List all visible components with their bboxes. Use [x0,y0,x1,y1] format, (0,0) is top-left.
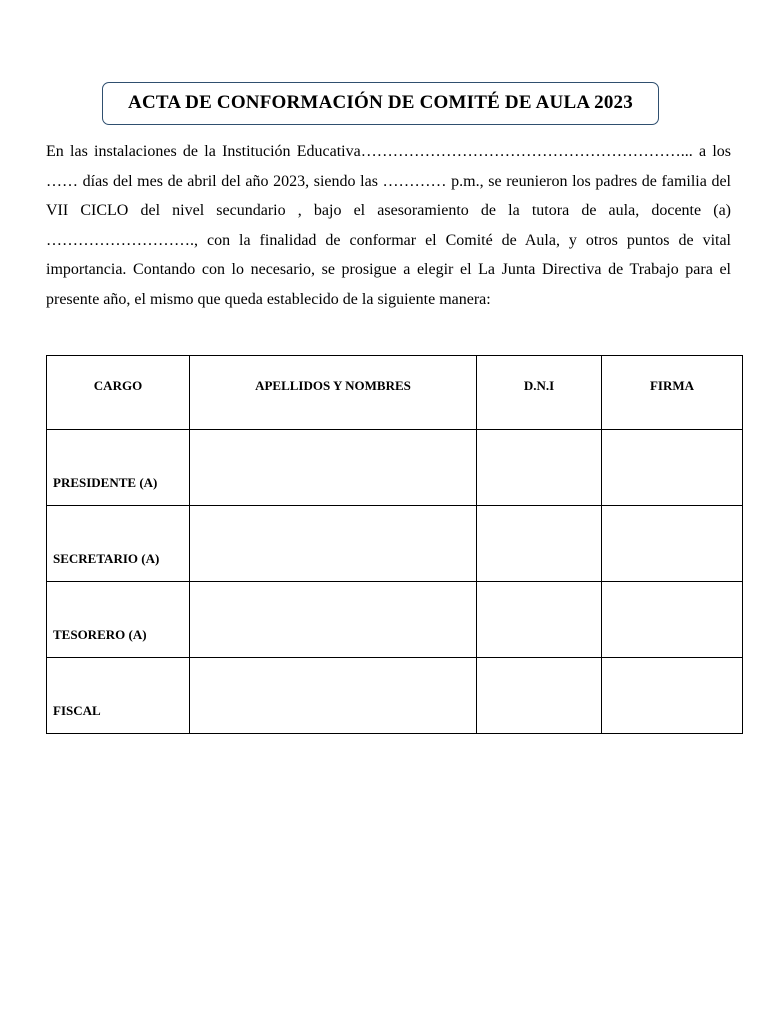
header-apellidos-nombres: APELLIDOS Y NOMBRES [190,356,477,430]
nombres-cell[interactable] [190,582,477,658]
table-header-row [47,356,743,430]
header-firma: FIRMA [602,356,743,430]
firma-cell[interactable] [602,430,743,506]
cargo-cell: FISCAL [47,658,190,734]
table-row [47,430,743,506]
title-box [102,82,659,125]
header-cargo: CARGO [47,356,190,430]
table-row [47,658,743,734]
nombres-cell[interactable] [190,506,477,582]
table-row [47,506,743,582]
cargo-cell: TESORERO (A) [47,582,190,658]
dni-cell[interactable] [477,506,602,582]
cargo-cell: SECRETARIO (A) [47,506,190,582]
dni-cell[interactable] [477,658,602,734]
dni-cell[interactable] [477,582,602,658]
nombres-cell[interactable] [190,658,477,734]
firma-cell[interactable] [602,506,743,582]
table-row [47,582,743,658]
document-title: ACTA DE CONFORMACIÓN DE COMITÉ DE AULA 2023 [128,92,633,113]
dni-cell[interactable] [477,430,602,506]
committee-table [46,355,743,734]
header-dni: D.N.I [477,356,602,430]
nombres-cell[interactable] [190,430,477,506]
cargo-cell: PRESIDENTE (A) [47,430,190,506]
firma-cell[interactable] [602,658,743,734]
firma-cell[interactable] [602,582,743,658]
intro-paragraph: En las instalaciones de la Institución Educativa……………………………………………………... a los …… días del mes de abril del año 2023, siendo las ………… p.m., se reunieron los padres de familia del VII CICLO del nivel secundario , bajo el asesoramiento de la tutora de aula, docente (a) ………………………., con la finalidad de conformar el Comité de Aula, y otros puntos de vital importancia. Contando con lo necesario, se prosigue a elegir el La Junta Directiva de Trabajo para el presente año, el mismo que queda establecido de la siguiente manera: [46,143,731,308]
